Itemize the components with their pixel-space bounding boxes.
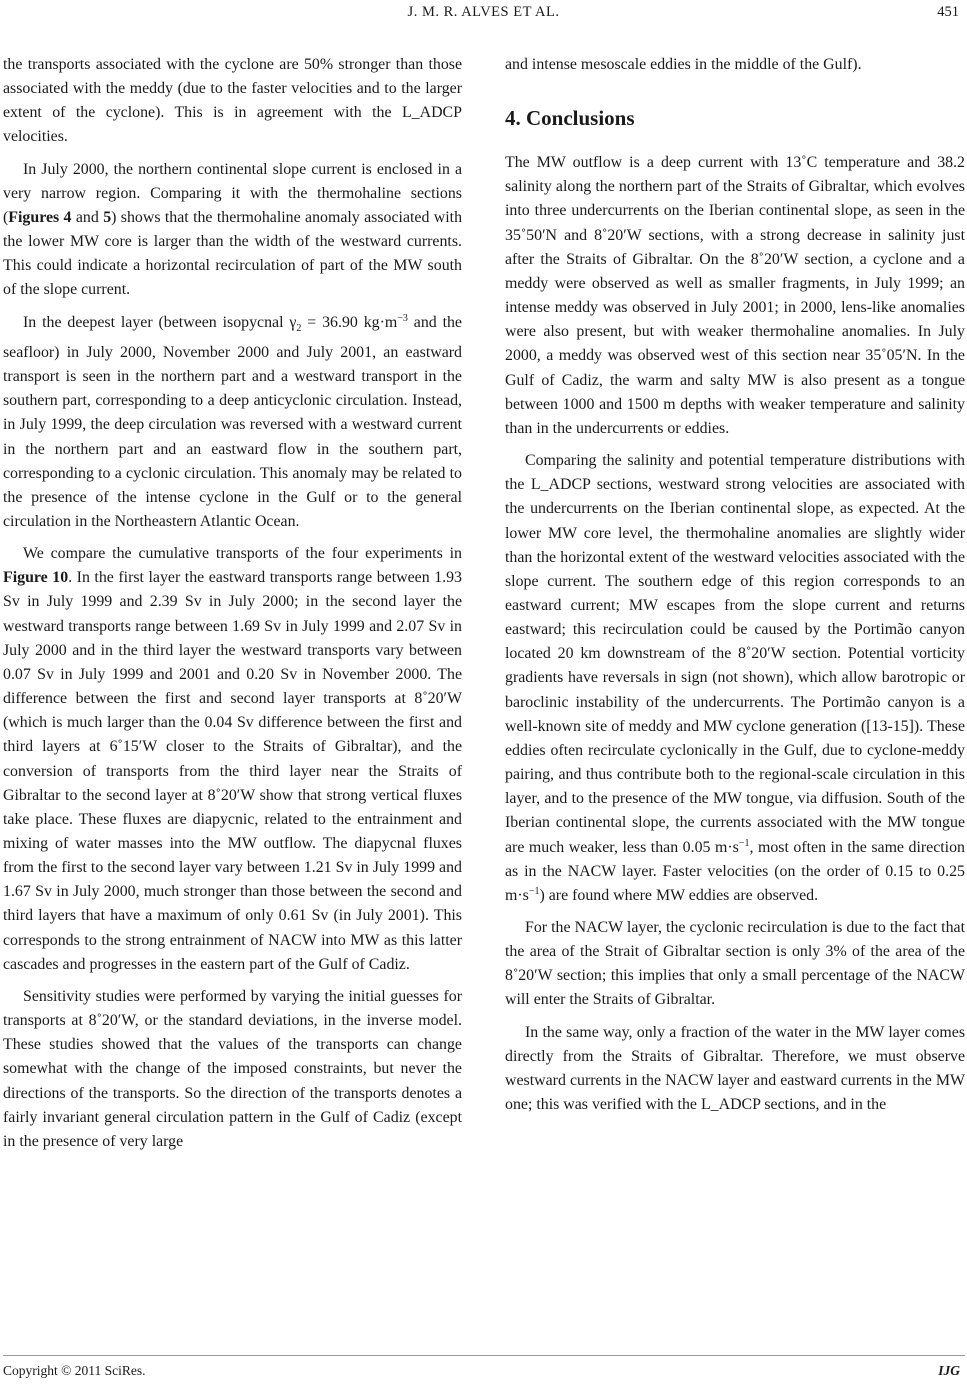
text-run: In July 2000, the northern continental slope current is enclosed in a very narrow region. Comparing it with the thermohaline sections ( xyxy=(3,160,462,226)
text-run: We compare the cumulative transports of the four experiments in xyxy=(23,545,462,563)
paragraph: Sensitivity studies were performed by varying the initial guesses for transports at 8˚20′W, or the standard deviations, in the inverse model. These studies showed that the values of the transports can change somewhat with the change of the imposed constraints, but never the directions of the transports. So the direction of the transports denotes a fairly invariant general circulation pattern in the Gulf of Cadiz (except in the presence of very large xyxy=(3,987,462,1150)
text-run: . In the first layer the eastward transports range between 1.93 Sv in July 1999 and 2.39 Sv in July 2000; in the second layer the westward transports range between 1.69 Sv in July 1999 and 2.07 Sv in July 2000 and in the third layer the westward transports vary between 0.07 Sv in July 1999 and 2001 and 0.20 Sv in November 2000. The difference between the first and second layer transports at 8˚20′W (which is much larger than the 0.04 Sv difference between the first and third layers at 6˚15′W closer to the Straits of Gibraltar), and the conversion of transports from the third layer near the Straits of Gibraltar to the second layer at 8˚20′W show that strong vertical fluxes take place. These fluxes are diapycnic, related to the entrainment and mixing of water masses into the MW outflow. The diapycnal fluxes from the first to the second layer vary between 1.21 Sv in July 1999 and 1.67 Sv in July 2000, much stronger than those between the second and third layers that have a maximum of only 0.61 Sv (in July 2001). This corresponds to the strong entrainment of NACW into MW as this latter cascades and progresses in the eastern part of the Gulf of Cadiz. xyxy=(3,569,463,973)
text-run: In the deepest layer (between isopycnal γ xyxy=(23,313,297,331)
figure-ref: Figures 4 xyxy=(8,208,72,226)
figure-ref: 5 xyxy=(103,208,112,226)
paragraph: and intense mesoscale eddies in the middle of the Gulf). xyxy=(505,56,862,73)
text-run: Comparing the salinity and potential temperature distributions with the L_ADCP sections, westward strong velocities are associated with the undercurrents on the Iberian continental slope, as expected. At the lower MW core level, the thermohaline anomalies are slightly wider than the horizontal extent of the westward velocities associated with the slope current. The southern edge of this region corresponds to an eastward current; MW escapes from the slope current and returns eastward; this recirculation could be caused by the Portimão canyon located 20 km downstream of the 8˚20′W section. Potential vorticity gradients have reversals in sign (not shown), which allow barotropic or baroclinic instability of the undercurrents. The Portimão canyon is a well-known site of meddy and MW cyclone generation ([13-15]). These eddies often recirculate cyclonically in the Gulf, due to cyclone-meddy pairing, and thus contribute both to the regional-scale circulation in this layer, and to the presence of the MW tongue, via diffusion. South of the Iberian continental slope, the currents associated with the MW tongue are much weaker, less than 0.05 m·s xyxy=(505,452,965,856)
superscript: −1 xyxy=(528,885,540,897)
paragraph xyxy=(3,311,462,535)
right-column xyxy=(505,53,965,1117)
running-head-authors: J. M. R. ALVES ET AL. xyxy=(407,4,560,20)
text-run: ) are found where MW eddies are observed. xyxy=(539,886,819,904)
paragraph xyxy=(505,449,965,908)
page-header xyxy=(0,2,967,26)
page-footer xyxy=(0,1357,967,1381)
superscript: −3 xyxy=(397,312,408,324)
text-run: and the seafloor) in July 2000, November 2000 and July 2001, an eastward transport is seen in the northern part and a westward transport in the southern part, corresponding to a deep anticyclonic circulation. Instead, in July 1999, the deep circulation was reversed with a westward current in the northern part and an eastward flow in the southern part, corresponding to a cyclonic circulation. This anomaly may be related to the presence of the intense cyclone in the Gulf or to the general circulation in the Northeastern Atlantic Ocean. xyxy=(3,313,462,530)
page-number: 451 xyxy=(937,4,959,20)
subscript: 2 xyxy=(296,322,302,334)
paragraph xyxy=(3,158,462,303)
text-run: , most often in the same direction as in the NACW layer. Faster velocities (on the order of 0.15 to 0.25 m·s xyxy=(505,838,965,904)
text-run: = 36.90 kg·m xyxy=(301,313,398,331)
paragraph xyxy=(3,542,462,977)
section-heading: 4. Conclusions xyxy=(505,106,635,131)
paragraph: The MW outflow is a deep current with 13˚C temperature and 38.2 salinity along the northern part of the Straits of Gibraltar, which evolves into three undercurrents on the Iberian continental slope, as seen in the 35˚50′N and 8˚20′W sections, with a strong decrease in salinity just after the Straits of Gibraltar. On the 8˚20′W section, a cyclone and a meddy were observed as well as smaller fragments, in July 1999; an intense meddy was observed in July 2001; in 2000, lens-like anomalies were also present, but with weaker thermohaline anomalies. In July 2000, a meddy was observed west of this section near 35˚05′N. In the Gulf of Cadiz, the warm and salty MW is also present as a tongue between 1000 and 1500 m depths with weaker temperature and salinity than in the undercurrents or eddies. xyxy=(505,154,965,437)
copyright-notice: Copyright © 2011 SciRes. xyxy=(3,1363,146,1378)
text-run: ) shows that the thermohaline anomaly associated with the lower MW core is larger than the width of the westward currents. This could indicate a horizontal recirculation of part of the MW south of the slope current. xyxy=(3,208,463,299)
text-run: and xyxy=(71,208,104,226)
left-column xyxy=(3,53,462,1154)
paragraph: For the NACW layer, the cyclonic recirculation is due to the fact that the area of the Strait of Gibraltar section is only 3% of the area of the 8˚20′W section; this implies that only a small percentage of the NACW will enter the Straits of Gibraltar. xyxy=(505,919,965,1009)
superscript: −1 xyxy=(738,837,750,849)
paragraph: the transports associated with the cyclone are 50% stronger than those associated with the meddy (due to the faster velocities and to the larger extent of the cyclone). This is in agreement with the L_ADCP velocities. xyxy=(3,56,462,146)
footer-divider xyxy=(3,1355,965,1356)
journal-abbrev: IJG xyxy=(938,1363,960,1378)
paragraph: In the same way, only a fraction of the water in the MW layer comes directly from the Straits of Gibraltar. Therefore, we must observe westward currents in the NACW layer and eastward currents in the MW one; this was verified with the L_ADCP sections, and in the xyxy=(505,1023,965,1114)
figure-ref: Figure 10 xyxy=(3,569,69,587)
